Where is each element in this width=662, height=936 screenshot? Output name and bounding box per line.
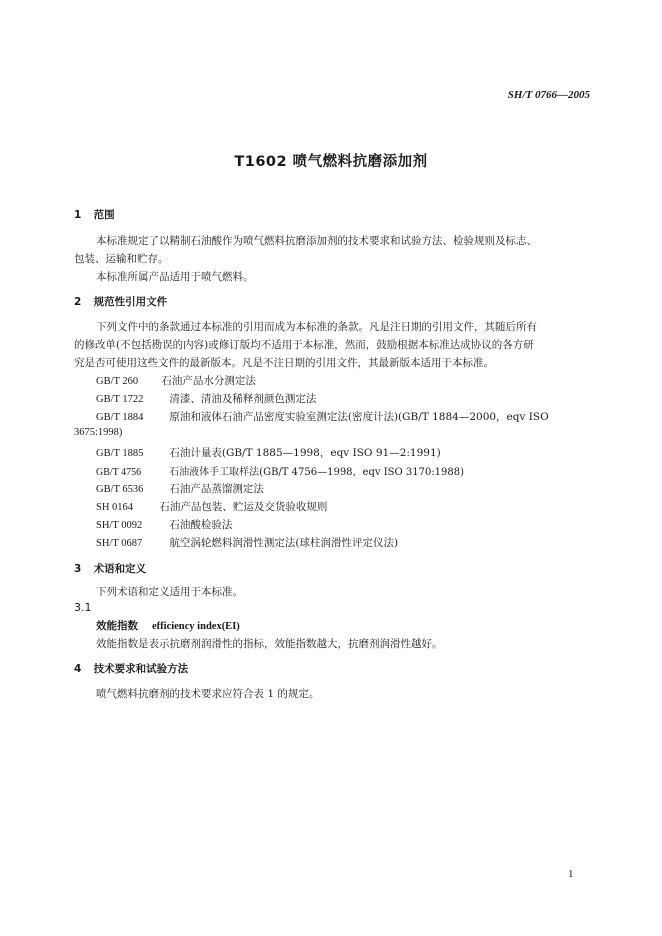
text-line: 包装、运输和贮存。 [74, 253, 169, 265]
reference-item [96, 517, 232, 532]
section-number: 4 [74, 663, 82, 675]
term-definition: 效能指数是表示抗磨剂润滑性的指标，效能指数越大，抗磨剂润滑性越好。 [96, 638, 443, 650]
reference-code: SH/T 0092 [96, 520, 143, 531]
section-number: 1 [74, 209, 82, 221]
document-code: SH/T 0766—2005 [507, 89, 590, 101]
text-line: 本标准规定了以精制石油酸作为喷气燃料抗磨添加剂的技术要求和试验方法、检验规则及标志、 [96, 235, 537, 247]
reference-code: GB/T 4756 [96, 467, 142, 478]
reference-item [96, 499, 327, 514]
reference-code: SH/T 0687 [96, 538, 143, 549]
reference-title: 原油和液体石油产品密度实验室测定法(密度计法)(GB/T 1884—2000，eqv ISO [169, 411, 549, 423]
reference-continuation: 3675:1998) [74, 427, 123, 438]
section-number: 2 [74, 296, 82, 308]
section-2-intro [74, 318, 594, 372]
reference-code: GB/T 1884 [96, 412, 144, 423]
reference-code: SH 0164 [96, 502, 134, 513]
reference-title: 石油酸检验法 [169, 519, 233, 531]
reference-title: 石油计量表(GB/T 1885—1998，eqv ISO 91—2:1991) [169, 447, 441, 459]
reference-item [96, 391, 316, 406]
section-title: 范围 [93, 209, 115, 221]
text-line: 究是否可使用这些文件的最新版本。凡是不注日期的引用文件，其最新版本适用于本标准。 [74, 357, 494, 369]
reference-item [96, 409, 549, 424]
reference-title: 石油产品水分测定法 [161, 375, 256, 387]
reference-code: GB/T 1722 [96, 394, 144, 405]
text-line: 的修改单(不包括勘误的内容)或修订版均不适用于本标准，然而，鼓励根据本标准达成协议的各方研 [74, 339, 534, 351]
section-4-text: 喷气燃料抗磨剂的技术要求应符合表 1 的规定。 [96, 688, 320, 700]
text-line: 本标准所属产品适用于喷气燃料。 [96, 271, 254, 283]
term-english: efficiency index(EI) [152, 621, 240, 632]
reference-code: GB/T 260 [96, 376, 139, 387]
section-1-heading [74, 207, 115, 222]
text-line: 下列文件中的条款通过本标准的引用而成为本标准的条款。凡是注日期的引用文件，其随后所有 [96, 321, 537, 333]
reference-item [96, 535, 398, 550]
reference-title: 石油产品蒸馏测定法 [169, 483, 264, 495]
page-number: 1 [568, 868, 574, 880]
document-title: T1602 喷气燃料抗磨添加剂 [234, 154, 428, 170]
section-title: 规范性引用文件 [93, 296, 168, 308]
section-3-heading [74, 561, 146, 576]
reference-title: 清漆、清油及稀释剂颜色测定法 [169, 393, 317, 405]
subsection-number: 3.1 [74, 601, 92, 614]
section-number: 3 [74, 563, 82, 575]
reference-code: GB/T 1885 [96, 448, 144, 459]
reference-item [96, 463, 464, 478]
reference-title: 航空涡轮燃料润滑性测定法(球柱润滑性评定仪法) [169, 537, 399, 549]
term-chinese: 效能指数 [96, 620, 138, 632]
section-3-intro: 下列术语和定义适用于本标准。 [96, 586, 243, 598]
term-entry [96, 618, 240, 633]
section-1-body [74, 232, 594, 286]
reference-item [96, 481, 264, 496]
section-4-heading [74, 661, 188, 676]
section-title: 术语和定义 [93, 563, 147, 575]
reference-code: GB/T 6536 [96, 484, 144, 495]
reference-item [96, 373, 256, 388]
section-2-heading [74, 294, 167, 309]
reference-title: 石油液体手工取样法(GB/T 4756—1998，eqv ISO 3170:1988) [169, 467, 465, 478]
section-title: 技术要求和试验方法 [93, 663, 189, 675]
reference-item [96, 445, 441, 460]
reference-title: 石油产品包装、贮运及交货验收规则 [159, 501, 328, 513]
